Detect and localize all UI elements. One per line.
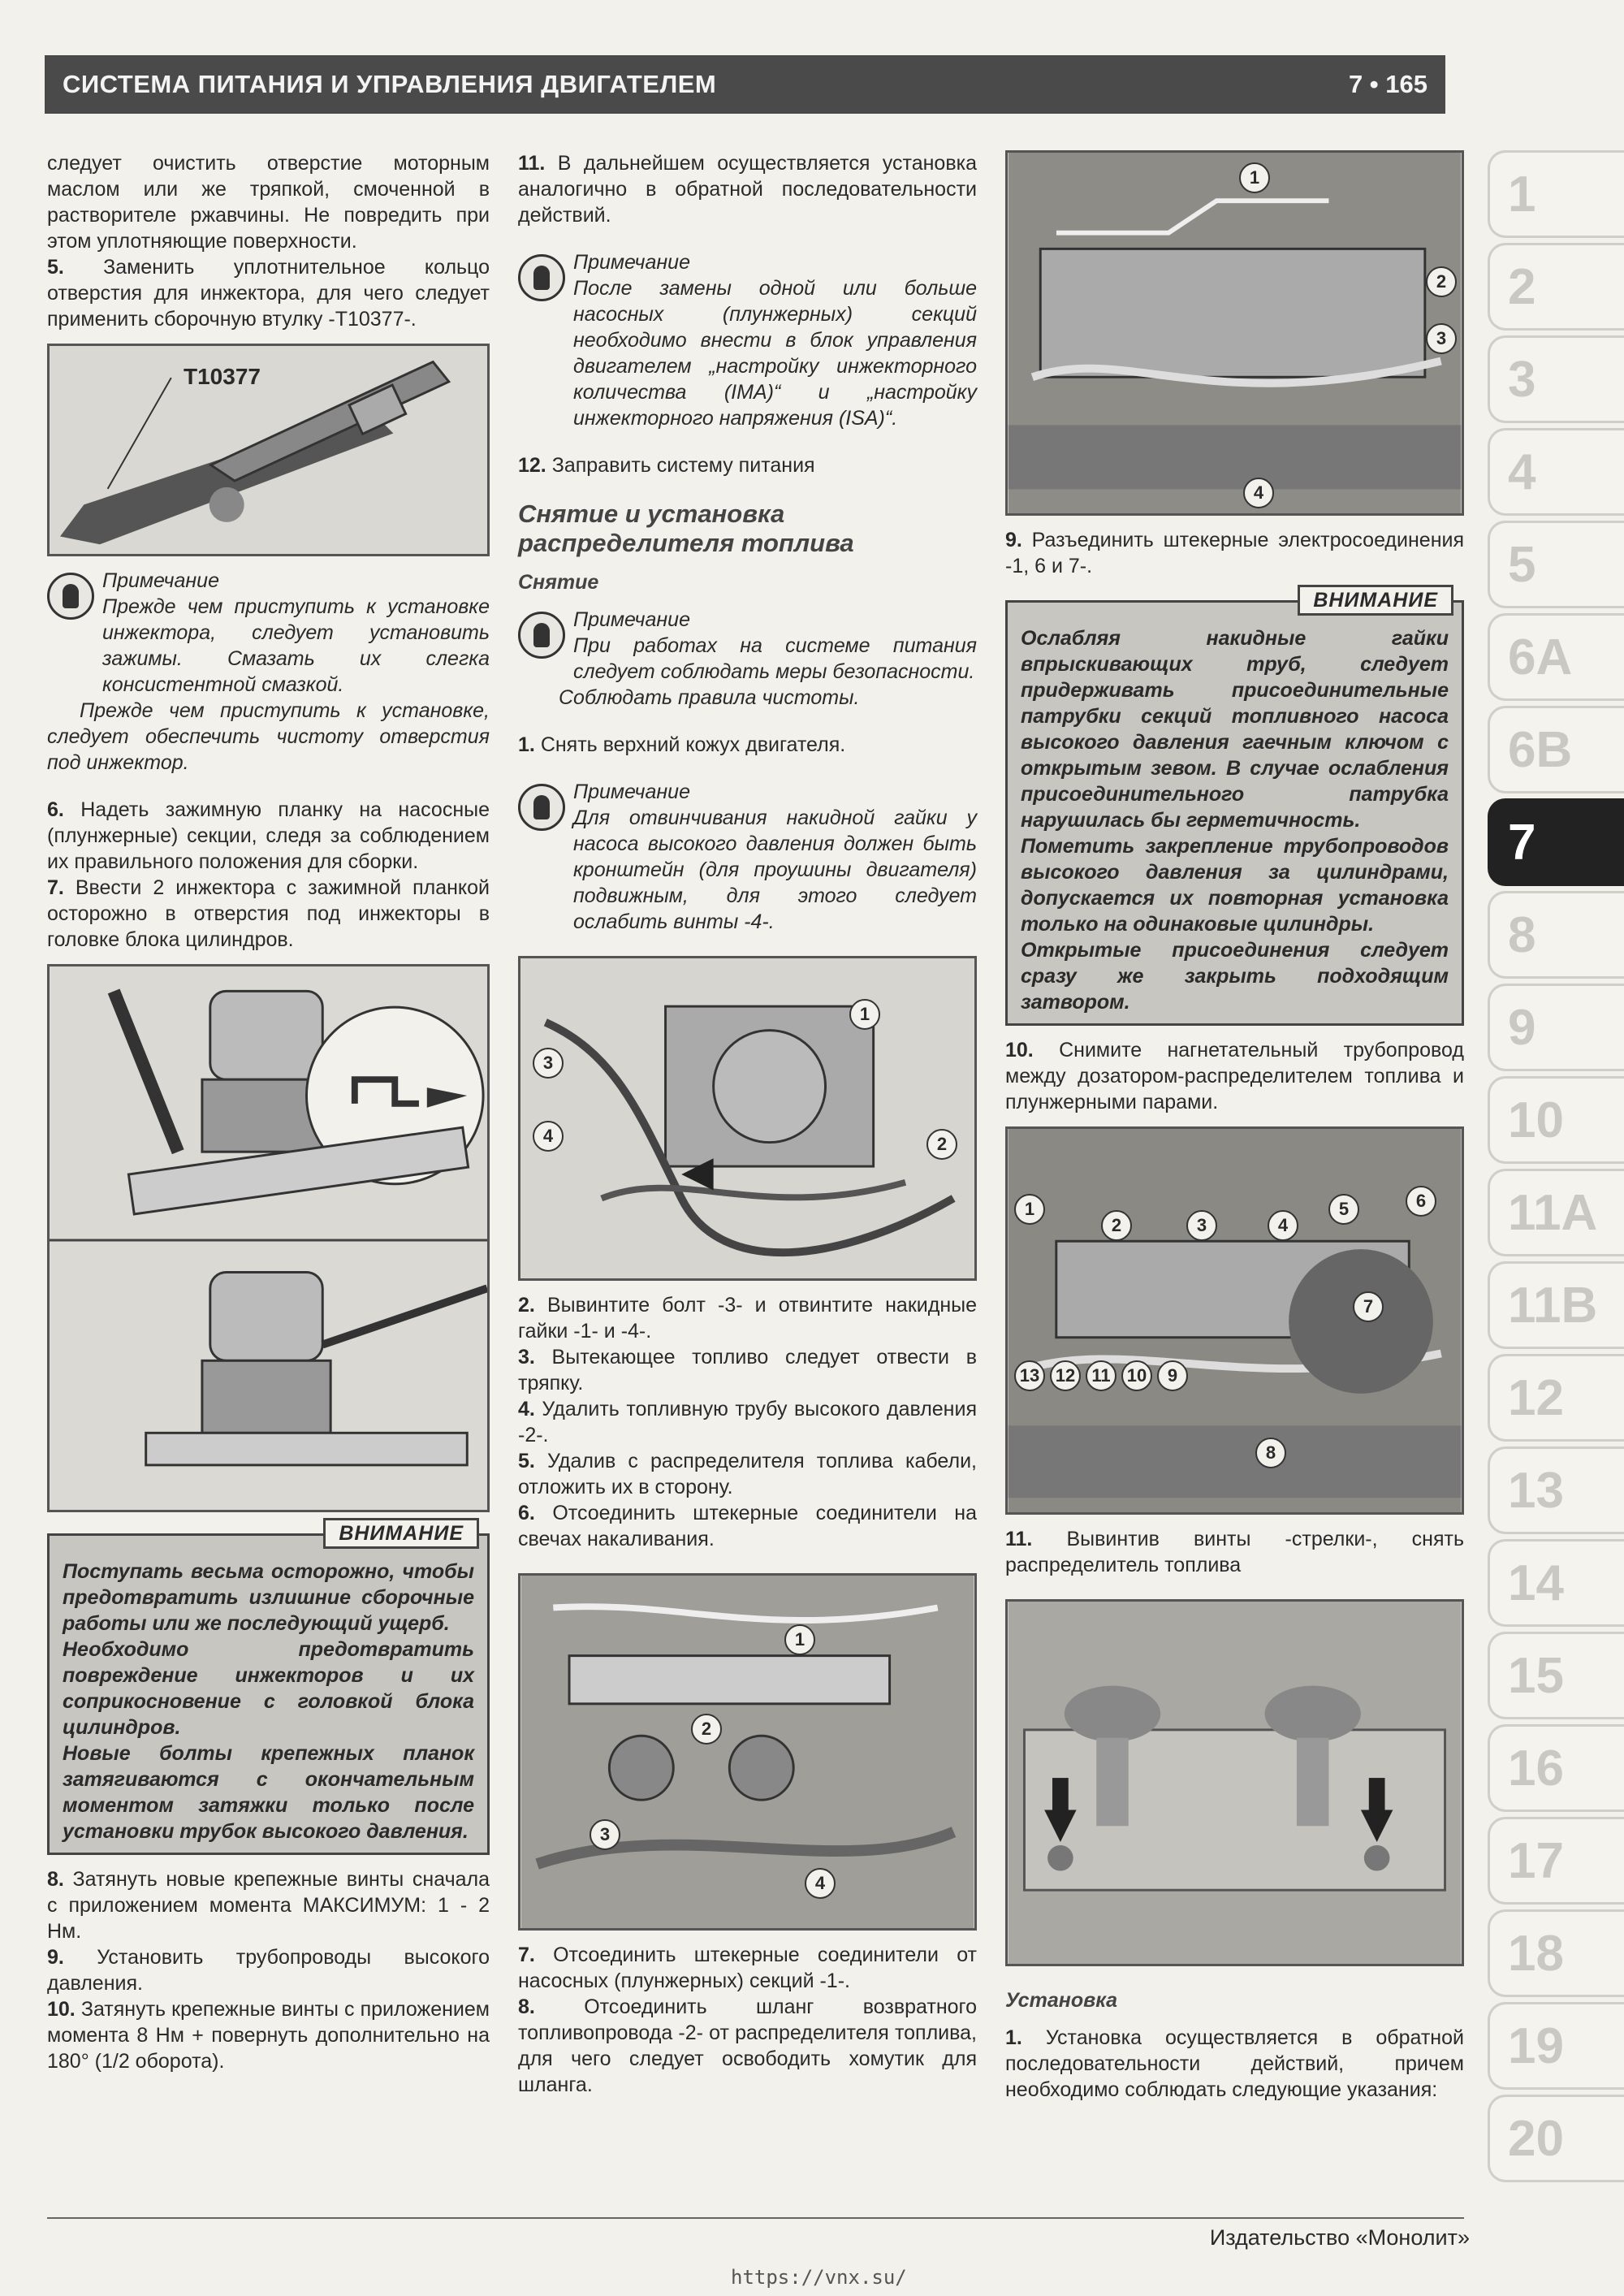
bolts-figure bbox=[1005, 1599, 1464, 1966]
note-4 bbox=[518, 779, 977, 935]
callout-9: 9 bbox=[1157, 1360, 1188, 1391]
step-7: 7. Ввести 2 инжектора с зажимной планкой осторожно в отверстия под инжекторы в головке блока цилиндров. bbox=[47, 876, 490, 951]
step-10: 10. Затянуть крепежные винты с приложением момента 8 Нм + повернуть дополнительно на 180° (1/2 оборота). bbox=[47, 1998, 490, 2073]
source-url: https://vnx.su/ bbox=[731, 2266, 907, 2289]
chapter-tab-2[interactable]: 2 bbox=[1488, 243, 1624, 331]
chapter-tab-1[interactable]: 1 bbox=[1488, 150, 1624, 238]
footer-divider bbox=[47, 2217, 1464, 2219]
note-1-text-2: Прежде чем приступить к установке, следует обеспечить чистоту отверстия под инжектор. bbox=[47, 699, 490, 774]
callout-5: 5 bbox=[1328, 1194, 1359, 1225]
lightbulb-icon bbox=[518, 784, 565, 831]
step-11: 11. В дальнейшем осуществляется установка аналогично в обратной последовательности действий. bbox=[518, 152, 977, 227]
warning-text: Пометить закрепление трубопроводов высокого давления за цилиндрами, допускается их повторная установка только на одинаковые цилиндры. bbox=[1021, 835, 1449, 936]
warning-text: Ослабляя накидные гайки впрыскивающих труб, следует придерживать присоединительные патрубки секций топливного насоса высокого давления гаечным ключом с открытым зевом. В случае ослабления присоединительного патрубка нарушилась бы герметичность. bbox=[1021, 627, 1449, 832]
distributor-bolts-illustration bbox=[1008, 1602, 1462, 1964]
chapter-tab-8[interactable]: 8 bbox=[1488, 891, 1624, 979]
chapter-tab-18[interactable]: 18 bbox=[1488, 1909, 1624, 1997]
step-5: 5. Заменить уплотнительное кольцо отверстия для инжектора, для чего следует применить сборочную втулку -T10377-. bbox=[47, 256, 490, 331]
removal-step-3: 3. Вытекающее топливо следует отвести в тряпку. bbox=[518, 1346, 977, 1394]
chapter-tab-14[interactable]: 14 bbox=[1488, 1539, 1624, 1627]
warning-text: Поступать весьма осторожно, чтобы предотвратить излишние сборочные работы или же последующий ущерб. bbox=[63, 1560, 474, 1635]
removal-step-2: 2. Вывинтите болт -3- и отвинтите накидные гайки -1- и -4-. bbox=[518, 1294, 977, 1343]
chapter-tab-11b[interactable]: 11B bbox=[1488, 1261, 1624, 1349]
callout-3: 3 bbox=[1186, 1210, 1217, 1241]
callout-7: 7 bbox=[1353, 1291, 1384, 1322]
chapter-tab-17[interactable]: 17 bbox=[1488, 1817, 1624, 1905]
callout-2: 2 bbox=[1101, 1210, 1132, 1241]
warning-tag: ВНИМАНИЕ bbox=[323, 1518, 479, 1549]
page-title: СИСТЕМА ПИТАНИЯ И УПРАВЛЕНИЯ ДВИГАТЕЛЕМ bbox=[63, 70, 717, 98]
removal-step-1: 1. Снять верхний кожух двигателя. bbox=[518, 733, 846, 756]
note-3 bbox=[518, 607, 977, 685]
note-text: Для отвинчивания накидной гайки у насоса высокого давления должен быть кронштейн (для проушины двигателя) подвижным, для этого следует ослабить винты -4-. bbox=[573, 806, 977, 933]
warning-text: Новые болты крепежных планок затягиваются с окончательным моментом затяжки только после установки трубок высокого давления. bbox=[63, 1742, 474, 1843]
chapter-tab-6a[interactable]: 6A bbox=[1488, 613, 1624, 701]
chapter-tabs bbox=[1488, 150, 1624, 2187]
removal-step-4: 4. Удалить топливную трубу высокого давления -2-. bbox=[518, 1398, 977, 1446]
removal-step-8: 8. Отсоединить шланг возвратного топливопровода -2- от распределителя топлива, для чего следует освободить хомутик для шланга. bbox=[518, 1995, 978, 2096]
callout-4: 4 bbox=[533, 1121, 564, 1152]
callout-2: 2 bbox=[691, 1714, 722, 1745]
fuel-distributor-figure bbox=[1005, 1126, 1464, 1515]
chapter-tab-9[interactable]: 9 bbox=[1488, 984, 1624, 1071]
note-title: Примечание bbox=[573, 780, 690, 803]
callout-1: 1 bbox=[1239, 162, 1270, 193]
chapter-tab-7[interactable]: 7 bbox=[1488, 798, 1624, 886]
step-12: 12. Заправить систему питания bbox=[518, 454, 815, 477]
column-2 bbox=[518, 150, 977, 2098]
tool-label: T10377 bbox=[184, 364, 261, 389]
warning-box-2 bbox=[1005, 589, 1464, 1026]
tool-figure bbox=[47, 344, 490, 556]
chapter-tab-20[interactable]: 20 bbox=[1488, 2095, 1624, 2182]
warning-box-1 bbox=[47, 1522, 490, 1855]
callout-1: 1 bbox=[849, 999, 880, 1030]
warning-tag: ВНИМАНИЕ bbox=[1298, 585, 1453, 616]
callout-3: 3 bbox=[533, 1048, 564, 1079]
callout-1: 1 bbox=[784, 1624, 815, 1655]
chapter-tab-11a[interactable]: 11A bbox=[1488, 1169, 1624, 1256]
removal-step-11: 11. Вывинтив винты -стрелки-, снять распределитель топлива bbox=[1005, 1528, 1464, 1576]
callout-2: 2 bbox=[1426, 266, 1457, 297]
note-text: При работах на системе питания следует соблюдать меры безопасности. bbox=[573, 634, 977, 683]
injector-figure bbox=[47, 964, 490, 1512]
chapter-tab-16[interactable]: 16 bbox=[1488, 1724, 1624, 1812]
removal-step-9: 9. Разъединить штекерные электросоединения -1, 6 и 7-. bbox=[1005, 529, 1465, 577]
removal-step-5: 5. Удалив с распределителя топлива кабели, отложить их в сторону. bbox=[518, 1450, 977, 1498]
subsection-removal: Снятие bbox=[518, 571, 599, 594]
note-1 bbox=[47, 568, 490, 698]
callout-13: 13 bbox=[1014, 1360, 1045, 1391]
warning-text: Необходимо предотвратить повреждение инжекторов и их соприкосновение с головкой блока цилиндров. bbox=[63, 1638, 474, 1739]
tool-illustration bbox=[50, 346, 487, 554]
callout-3: 3 bbox=[1426, 323, 1457, 354]
connectors-figure bbox=[518, 1573, 977, 1931]
note-2 bbox=[518, 249, 977, 431]
chapter-tab-6b[interactable]: 6B bbox=[1488, 706, 1624, 793]
chapter-tab-13[interactable]: 13 bbox=[1488, 1446, 1624, 1534]
connectors-illustration bbox=[520, 1576, 974, 1928]
install-step-1: 1. Установка осуществляется в обратной последовательности действий, причем необходимо соблюдать следующие указания: bbox=[1005, 2026, 1464, 2101]
callout-4: 4 bbox=[1268, 1210, 1298, 1241]
chapter-tab-3[interactable]: 3 bbox=[1488, 335, 1624, 423]
callout-4: 4 bbox=[805, 1868, 836, 1899]
chapter-tab-15[interactable]: 15 bbox=[1488, 1632, 1624, 1719]
column-1 bbox=[47, 150, 490, 2074]
note-3-text-2: Соблюдать правила чистоты. bbox=[559, 686, 860, 709]
fuel-lines-illustration bbox=[1008, 1129, 1462, 1512]
chapter-tab-5[interactable]: 5 bbox=[1488, 521, 1624, 608]
removal-step-6: 6. Отсоединить штекерные соединители на свечах накаливания. bbox=[518, 1502, 977, 1550]
warning-text: Открытые присоединения следует сразу же закрыть подходящим затвором. bbox=[1021, 939, 1449, 1014]
callout-4: 4 bbox=[1243, 478, 1274, 508]
pump-illustration bbox=[520, 958, 974, 1278]
injector-illustration bbox=[50, 966, 487, 1510]
engine-top-illustration bbox=[1008, 153, 1462, 513]
pump-figure bbox=[518, 956, 977, 1281]
lightbulb-icon bbox=[518, 254, 565, 301]
lightbulb-icon bbox=[47, 573, 94, 620]
publisher: Издательство «Монолит» bbox=[1209, 2225, 1470, 2250]
subsection-install: Установка bbox=[1005, 1989, 1118, 2012]
removal-step-7: 7. Отсоединить штекерные соединители от насосных (плунжерных) секций -1-. bbox=[518, 1944, 978, 1992]
page-number: 7 • 165 bbox=[1348, 70, 1427, 98]
page-header bbox=[45, 55, 1445, 114]
note-title: Примечание bbox=[102, 569, 219, 592]
note-title: Примечание bbox=[573, 608, 690, 631]
chapter-tab-4[interactable]: 4 bbox=[1488, 428, 1624, 516]
chapter-tab-19[interactable]: 19 bbox=[1488, 2002, 1624, 2090]
column-3 bbox=[1005, 150, 1464, 2103]
callout-3: 3 bbox=[590, 1819, 620, 1850]
section-heading: Снятие и установка распределителя топлива bbox=[518, 499, 854, 557]
chapter-tab-10[interactable]: 10 bbox=[1488, 1076, 1624, 1164]
note-text: После замены одной или больше насосных (плунжерных) секций необходимо внести в блок управления двигателем „настройку инжекторного количества (IMA)“ и „настройку инжекторного напряжения (ISA)“. bbox=[573, 277, 977, 430]
callout-1: 1 bbox=[1014, 1194, 1045, 1225]
callout-10: 10 bbox=[1121, 1360, 1152, 1391]
note-text: Прежде чем приступить к установке инжектора, следует установить зажимы. Смазать их слегка консистентной смазкой. bbox=[102, 595, 490, 696]
chapter-tab-12[interactable]: 12 bbox=[1488, 1354, 1624, 1442]
callout-12: 12 bbox=[1050, 1360, 1081, 1391]
step-8: 8. Затянуть новые крепежные винты сначала с приложением момента МАКСИМУМ: 1 - 2 Нм. bbox=[47, 1868, 490, 1943]
callout-6: 6 bbox=[1406, 1186, 1436, 1217]
callout-11: 11 bbox=[1086, 1360, 1116, 1391]
note-title: Примечание bbox=[573, 251, 690, 274]
removal-step-10: 10. Снимите нагнетательный трубопровод между дозатором-распределителем топлива и плунжерными парами. bbox=[1005, 1039, 1464, 1113]
step-6: 6. Надеть зажимную планку на насосные (плунжерные) секции, следя за соблюдением их правильного положения для сборки. bbox=[47, 798, 490, 873]
lightbulb-icon bbox=[518, 612, 565, 659]
electrical-connectors-figure bbox=[1005, 150, 1464, 516]
callout-2: 2 bbox=[926, 1129, 957, 1160]
callout-8: 8 bbox=[1255, 1438, 1286, 1468]
step-9: 9. Установить трубопроводы высокого давления. bbox=[47, 1946, 490, 1995]
intro-paragraph: следует очистить отверстие моторным маслом или же тряпкой, смоченной в растворителе ржавчины. Не повредить при этом уплотняющие поверхности. bbox=[47, 152, 490, 253]
